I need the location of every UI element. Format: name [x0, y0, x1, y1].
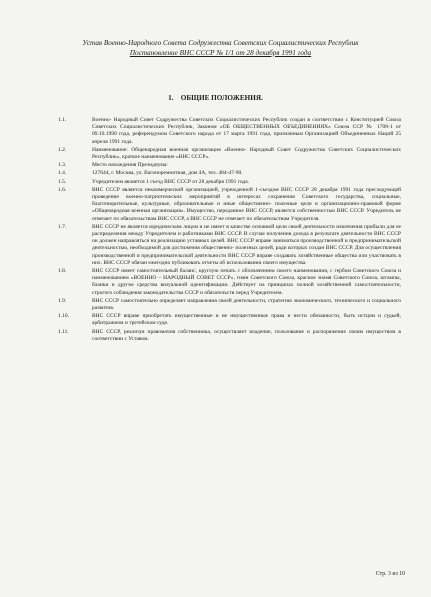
clause-number: 1.11.	[58, 328, 69, 335]
clause-1-5	[58, 179, 401, 186]
clause-number: 1.1.	[58, 117, 67, 123]
clause-number: 1.8.	[58, 268, 67, 275]
section-heading	[0, 94, 431, 102]
clause-text: ВНС СССР, реализуя правомочия собственника, осуществляет владение, пользование и распоряжение своим имуществом в соответствии с Уставом.	[92, 328, 401, 342]
clause-text: Наименование: Общенародная военная организация «Военно- Народный Совет Содружества Советских Социалистических Республик», краткое наименование «ВНС СССР».	[92, 146, 401, 161]
clause-text: ВНС СССР не является юридическим лицом и не имеет в качестве основной цели своей деятельности извлечения прибыли для ее распределения между Учредителем и работниками ВНС СССР. В случае получения дохода в результате деятельности ВНС СССР он должен направляться на реализацию уставных целей. ВНС СССР вправе заниматься производственной и предпринимательской деятельностью, необходимой для достижения общественно- полезных целей, ради которых создан ВНС СССР. Для осуществления производственной и предпринимательской деятельности ВНС СССР вправе создавать хозяйственные общества или участвовать в них. ВНС СССР обязан ежегодно публиковать отчеты об использовании своего имущества.	[92, 223, 401, 266]
clause-number: 1.2.	[58, 146, 67, 153]
clause-1-2	[58, 147, 401, 161]
clause-1-10	[58, 313, 401, 327]
charter-title: Устав Военно-Народного Совета Содружества Советских Социалистических Республик	[82, 39, 359, 47]
clause-1-1	[58, 117, 401, 146]
clause-list	[58, 117, 401, 344]
clause-text: Военно- Народный Совет Содружества Советских Социалистических Республик создан в соответствии с Конституцией Союза Советских Социалистических Республик, Законом «ОБ ОБЩЕСТВЕННЫХ ОБЪЕДИНЕНИЯХ» Союза ССР № 1708-1 от 09.10.1990 года, референдумом Советского народа от 17 марта 1991 года, признанным Организацией Объединенных Наций 25 апреля 1991 года.	[92, 117, 401, 145]
clause-1-3	[58, 162, 401, 169]
clause-text: ВНС СССР является некоммерческой организацией, учрежденной 1-съездом ВНС СССР 28 декабря 1991 года преследующей проведение военно-патриотических мероприятий в интересах сохранения Советского государства, социальные, благотворительные, культурные, образовательные и иные общественно- полезные цели в организационно-правовой форме «Общенародная военная организация». Имущество, переданное ВНС СССР, является собственностью ВНС СССР. Учредитель не отвечает по обязательствам ВНС СССР, а ВНС СССР не отвечает по обязательствам Учредителя.	[92, 186, 401, 222]
clause-text: Учредителем является 1 съезд ВНС СССР от 28 декабря 1991 года.	[92, 178, 250, 185]
clause-number: 1.9.	[58, 297, 67, 304]
section-title: ОБЩИЕ ПОЛОЖЕНИЯ.	[180, 94, 263, 102]
clause-text: ВНС СССР имеет самостоятельный баланс, круглую печать с обозначением своего наименования, с гербом Советского Союза и наименованием «ВОЕННО – НАРОДНЫЙ СОВЕТ СССР», гимн Советского Союза, красное знамя Советского Союза, штампы, бланки и другие средства визуальной идентификации. Действует на принципах полной хозяйственной самостоятельности, строгого соблюдения законодательства СССР и обязательств перед Учредителем.	[92, 268, 401, 296]
clause-1-4	[58, 170, 401, 177]
clause-text: 127644, г. Москва, ул. Вагоноремонтная, дом 4А, тел. 484-47-90.	[92, 170, 243, 177]
clause-1-8	[58, 268, 401, 297]
clause-number: 1.6.	[58, 186, 67, 193]
clause-1-6	[58, 187, 401, 223]
document-header	[40, 38, 401, 58]
section-number: 1.	[168, 94, 174, 102]
clause-1-7	[58, 224, 401, 267]
clause-number: 1.5.	[58, 178, 67, 185]
clause-number: 1.3.	[58, 162, 67, 169]
clause-number: 1.7.	[58, 223, 67, 230]
clause-text: ВНС СССР самостоятельно определяет направления своей деятельности, стратегию экономического, технического и социального развития.	[92, 297, 401, 312]
clause-1-11	[58, 329, 401, 343]
resolution-title: Постановление ВНС СССР № 1/1 от 28 декабря 1991 года	[129, 49, 312, 57]
page-number: Стр. 3 из 10	[375, 571, 405, 577]
clause-text: ВНС СССР вправе приобретать имущественные и не имущественные права и нести обязанности, быть истцом и судьей, арбитражном и третейском суде.	[92, 313, 401, 327]
clause-text: Место нахождения Президиума:	[92, 162, 168, 169]
clause-number: 1.10.	[58, 313, 69, 320]
clause-1-9	[58, 298, 401, 312]
clause-number: 1.4.	[58, 170, 67, 177]
